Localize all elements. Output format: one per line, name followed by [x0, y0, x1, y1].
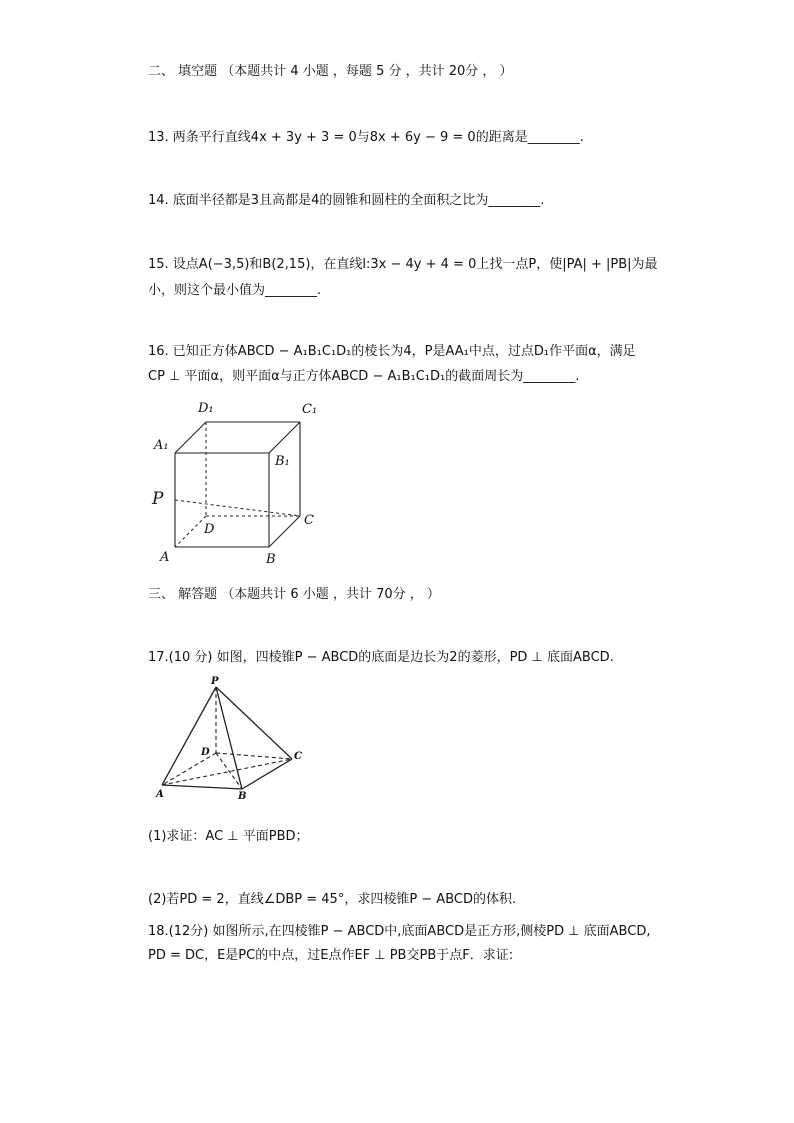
cube-label-c: C [304, 513, 314, 528]
question-15-line-1: 15. 设点A(−3,5)和B(2,15)，在直线l:3x − 4y + 4 = 0上找一点P，使|PA| + |PB|为最 [148, 257, 658, 272]
question-13: 13. 两条平行直线4x + 3y + 3 = 0与8x + 6y − 9 = 0的距离是________. [148, 130, 584, 145]
pyramid-figure [150, 673, 310, 803]
cube-label-b: B [266, 552, 276, 567]
question-17-stem: 17.(10 分) 如图，四棱锥P − ABCD的底面是边长为2的菱形，PD ⊥ 底面ABCD. [148, 650, 614, 665]
cube-label-b1: B₁ [275, 454, 290, 469]
question-18-line-2: PD = DC，E是PC的中点，过E点作EF ⊥ PB交PB于点F．求证: [148, 948, 514, 963]
cube-label-p: P [152, 489, 164, 509]
question-16-line-1: 16. 已知正方体ABCD − A₁B₁C₁D₁的棱长为4，P是AA₁中点，过点D₁作平面α，满足 [148, 344, 636, 359]
question-14: 14. 底面半径都是3且高都是4的圆锥和圆柱的全面积之比为________. [148, 193, 545, 208]
cube-label-a: A [160, 550, 170, 565]
cube-label-c1: C₁ [302, 402, 318, 417]
question-17-part-2: (2)若PD = 2，直线∠DBP = 45°，求四棱锥P − ABCD的体积. [148, 892, 517, 907]
question-16-line-2: CP ⊥ 平面α，则平面α与正方体ABCD − A₁B₁C₁D₁的截面周长为________. [148, 369, 580, 384]
cube-label-d: D [204, 522, 215, 537]
question-18-line-1: 18.(12分) 如图所示,在四棱锥P − ABCD中,底面ABCD是正方形,侧棱PD ⊥ 底面ABCD, [148, 924, 651, 939]
question-15-line-2: 小，则这个最小值为________. [148, 283, 322, 298]
section-2-heading: 二、 填空题 （本题共计 4 小题 ，每题 5 分 ，共计 20分 ， ） [148, 64, 513, 79]
cube-figure [148, 395, 333, 570]
pyramid-label-d: D [201, 747, 210, 758]
question-17-part-1: (1)求证：AC ⊥ 平面PBD； [148, 829, 309, 844]
section-3-heading: 三、 解答题 （本题共计 6 小题 ，共计 70分 ， ） [148, 587, 440, 602]
cube-label-d1: D₁ [198, 401, 214, 416]
pyramid-label-a: A [156, 789, 164, 800]
pyramid-label-b: B [238, 791, 247, 802]
cube-label-a1: A₁ [154, 438, 169, 453]
pyramid-label-p: P [211, 676, 219, 687]
pyramid-label-c: C [294, 751, 302, 762]
